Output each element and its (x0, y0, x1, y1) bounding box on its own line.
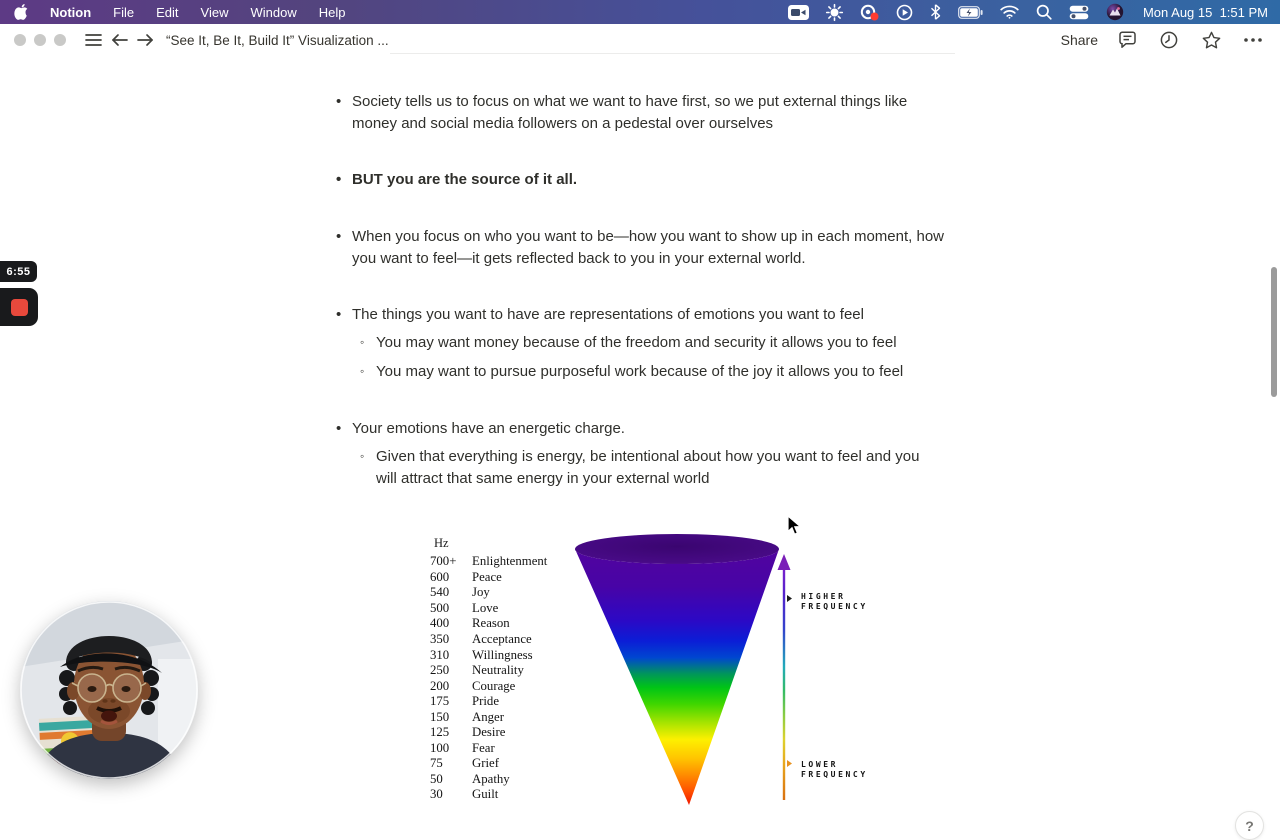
spotlight-search-icon[interactable] (1036, 0, 1052, 24)
bullet-marker: • (336, 228, 342, 245)
menu-view[interactable]: View (200, 4, 229, 20)
webcam-overlay[interactable] (20, 601, 198, 779)
scale-row: 250 Neutrality (430, 663, 524, 678)
stop-icon (11, 299, 28, 316)
scale-row: 175 Pride (430, 694, 500, 709)
bullet-marker: • (336, 306, 342, 323)
bullet-block[interactable] (336, 226, 952, 269)
block-text: Your emotions have an energetic charge. (352, 420, 625, 437)
bullet-block[interactable] (336, 91, 952, 134)
block-text: You may want to pursue purposeful work because of the joy it allows you to feel (376, 363, 904, 380)
scale-row: 30 Guilt (430, 787, 499, 802)
chart-unit-label: Hz (434, 536, 449, 550)
block-text: You may want money because of the freedom and security it allows you to feel (376, 334, 897, 351)
scale-row: 540 Joy (430, 585, 490, 600)
block-text: Society tells us to focus on what we want to have first, so we put external things like money and social media followers on a pedestal over ourselves (352, 93, 908, 132)
scale-row: 100 Fear (430, 740, 495, 755)
bullet-marker: • (336, 93, 342, 110)
scale-row: 500 Love (430, 600, 499, 615)
comments-icon[interactable] (1114, 27, 1140, 53)
updates-clock-icon[interactable] (1156, 27, 1182, 53)
bullet-marker: • (336, 420, 342, 437)
bullet-block[interactable] (336, 304, 952, 326)
forward-arrow-icon[interactable] (132, 27, 158, 53)
frequency-scale-table (430, 554, 547, 803)
scale-row: 700+ Enlightenment (430, 554, 548, 569)
menu-edit[interactable]: Edit (156, 4, 179, 20)
higher-frequency-label: HIGHER FREQUENCY (801, 592, 868, 611)
sub-bullet-block[interactable] (360, 361, 944, 383)
scale-row: 50 Apathy (430, 771, 510, 786)
back-arrow-icon[interactable] (106, 27, 132, 53)
sub-bullet-block[interactable] (360, 446, 944, 489)
battery-charging-icon[interactable] (958, 0, 983, 24)
window-titlebar (0, 24, 1280, 56)
bullet-marker: ◦ (360, 364, 365, 378)
stop-recording-button[interactable] (0, 288, 38, 326)
app-menu-notion[interactable]: Notion (50, 4, 92, 20)
share-button[interactable]: Share (1060, 32, 1098, 48)
control-toggles-icon[interactable] (1069, 0, 1089, 24)
block-text: BUT you are the source of it all. (352, 171, 578, 188)
scale-row: 125 Desire (430, 725, 506, 740)
apple-menu-icon[interactable] (14, 4, 28, 20)
help-button[interactable] (1235, 811, 1264, 840)
mouse-cursor (787, 515, 802, 536)
webcam-video-frame (20, 601, 198, 779)
menu-bar (0, 0, 1280, 24)
play-circle-icon[interactable] (896, 0, 913, 24)
close-window-button[interactable] (14, 34, 26, 46)
zoom-window-button[interactable] (54, 34, 66, 46)
scale-row: 200 Courage (430, 678, 516, 693)
block-text: Given that everything is energy, be intentional about how you want to feel and you will attract that same energy in your external world (376, 448, 920, 487)
sub-bullet-block[interactable] (360, 332, 944, 354)
scale-row: 150 Anger (430, 709, 504, 724)
scale-row: 400 Reason (430, 616, 510, 631)
display-sun-icon[interactable] (826, 0, 843, 24)
lower-frequency-label: LOWER FREQUENCY (801, 760, 868, 779)
wifi-icon[interactable] (1000, 0, 1019, 24)
bullet-marker: • (336, 171, 342, 188)
vertical-scrollbar-thumb[interactable] (1271, 267, 1277, 397)
record-indicator-icon[interactable] (860, 0, 879, 24)
bullet-block[interactable] (336, 169, 952, 191)
scale-row: 75 Grief (430, 756, 499, 771)
menu-help[interactable]: Help (318, 4, 346, 20)
frequency-axis-arrow (775, 548, 799, 800)
recording-timer-badge: 6:55 (0, 261, 37, 282)
menu-window[interactable]: Window (250, 4, 297, 20)
bluetooth-icon[interactable] (930, 0, 941, 24)
page-title-breadcrumb[interactable]: “See It, Be It, Build It” Visualization ... (166, 32, 389, 48)
video-camera-icon[interactable] (788, 0, 809, 24)
rainbow-cone-graphic (560, 532, 800, 800)
favorite-star-icon[interactable] (1198, 27, 1224, 53)
block-text: When you focus on who you want to be—how you want to show up in each moment, how you want to feel—it gets reflected back to you in your external world. (352, 228, 945, 267)
scale-row: 310 Willingness (430, 647, 533, 662)
more-options-icon[interactable] (1240, 27, 1266, 53)
window-controls (14, 34, 66, 46)
sidebar-menu-icon[interactable] (80, 27, 106, 53)
scale-row: 600 Peace (430, 569, 502, 584)
help-label: ? (1245, 817, 1254, 834)
app-logo-icon[interactable] (1106, 0, 1124, 24)
scale-row: 350 Acceptance (430, 632, 532, 646)
bullet-marker: ◦ (360, 449, 365, 463)
toolbar-divider (390, 53, 955, 54)
bullet-marker: ◦ (360, 335, 365, 349)
minimize-window-button[interactable] (34, 34, 46, 46)
menu-file[interactable]: File (113, 4, 135, 20)
block-text: The things you want to have are representations of emotions you want to feel (352, 306, 864, 323)
bullet-block[interactable] (336, 418, 952, 440)
menu-bar-clock[interactable]: Mon Aug 15 1:51 PM (1142, 4, 1268, 20)
